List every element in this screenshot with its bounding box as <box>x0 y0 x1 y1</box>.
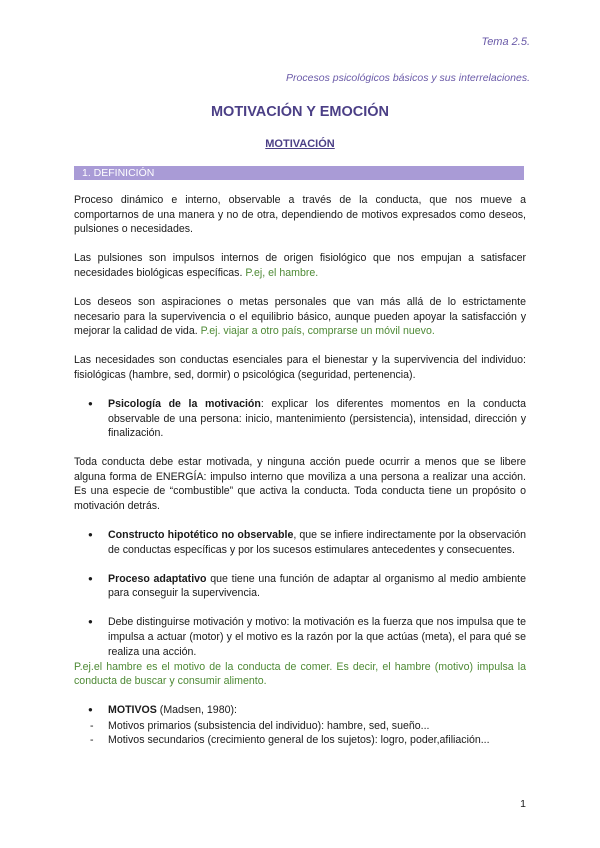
definition-heading: 1. DEFINICIÓN <box>74 166 524 180</box>
bullet-constructo <box>74 528 526 557</box>
paragraph-definition: Proceso dinámico e interno, observable a través de la conducta, que nos mueve a comportarnos de una manera y no de otra, dependiendo de motivos expresados como deseos, pulsiones o necesidades. <box>74 194 526 236</box>
bullet-list-3 <box>74 703 526 718</box>
bullet-list-1 <box>74 397 526 441</box>
paragraph-pulsiones <box>74 251 526 280</box>
pulsiones-example: P.ej, el hambre. <box>245 266 319 279</box>
paragraph-deseos <box>74 295 526 339</box>
deseos-example: P.ej. viajar a otro país, comprarse un móvil nuevo. <box>200 325 435 338</box>
deseos-text: Los deseos son aspiraciones o metas personales que van más allá de lo estrictamente necesario para la supervivencia o el equilibrio básico, aunque pueden apoyar la satisfacción y mejorar la calidad de vida. <box>74 295 526 338</box>
paragraph-energia: Toda conducta debe estar motivada, y ninguna acción puede ocurrir a menos que se libere alguna forma de ENERGÍA: impulso interno que moviliza a una persona a realizar una acción. Es una especie de “combustible” que activa la conducta. Toda conducta tiene un propósito o motivación detrás. <box>74 456 526 512</box>
paragraph-necesidades: Las necesidades son conductas esenciales para el bienestar y la supervivencia del individuo: fisiológicas (hambre, sed, dormir) o psicológica (seguridad, pertenencia). <box>74 354 526 381</box>
bullet-constructo-text: , que se infiere indirectamente por la observación de conductas específicas y por los sucesos estimulares antecedentes y consecuentes. <box>108 529 526 556</box>
bullet-proceso-bold: Proceso adaptativo <box>108 572 207 585</box>
list-item: - Motivos primarios (subsistencia del individuo): hambre, sed, sueño... <box>74 719 526 734</box>
bullet-constructo-bold: Constructo hipotético no observable <box>108 529 294 542</box>
page-number: 1 <box>520 798 526 810</box>
course-subtitle: Procesos psicológicos básicos y sus interrelaciones. <box>286 72 530 84</box>
motivos-list <box>74 719 526 748</box>
bullet-motivos <box>74 703 526 718</box>
bullet-psicologia-text: : explicar los diferentes momentos en la conducta observable de una persona: inicio, mantenimiento (persistencia), intensidad, dirección y finalización. <box>108 397 526 440</box>
paragraph-example-hambre: P.ej.el hambre es el motivo de la conducta de comer. Es decir, el hambre (motivo) impulsa la conducta de buscar y consumir alimento. <box>74 660 526 688</box>
section-title: MOTIVACIÓN <box>265 138 335 150</box>
bullet-distinguir-text: Debe distinguirse motivación y motivo: la motivación es la fuerza que nos impulsa que te impulsa a actuar (motor) y el motivo es la razón por la que actúas (meta), el para qué se realiza una acción. <box>108 616 526 658</box>
bullet-psicologia-bold: Psicología de la motivación <box>108 397 261 410</box>
bullet-proceso <box>74 572 526 601</box>
bullet-list-2 <box>74 528 526 659</box>
bullet-motivos-text: (Madsen, 1980): <box>156 704 237 717</box>
body-content <box>74 193 526 748</box>
bullet-motivos-bold: MOTIVOS <box>108 704 157 717</box>
bullet-psicologia <box>74 397 526 441</box>
page-title: MOTIVACIÓN Y EMOCIÓN <box>210 104 390 120</box>
bullet-distinguir <box>74 615 526 659</box>
pulsiones-text: Las pulsiones son impulsos internos de origen fisiológico que nos empujan a satisfacer necesidades biológicas específicas. <box>74 252 526 279</box>
list-item: - Motivos secundarios (crecimiento general de los sujetos): logro, poder,afiliación... <box>74 733 526 748</box>
topic-label: Tema 2.5. <box>481 36 530 48</box>
bullet-proceso-text: que tiene una función de adaptar al organismo al medio ambiente para conseguir la supervivencia. <box>108 572 526 600</box>
